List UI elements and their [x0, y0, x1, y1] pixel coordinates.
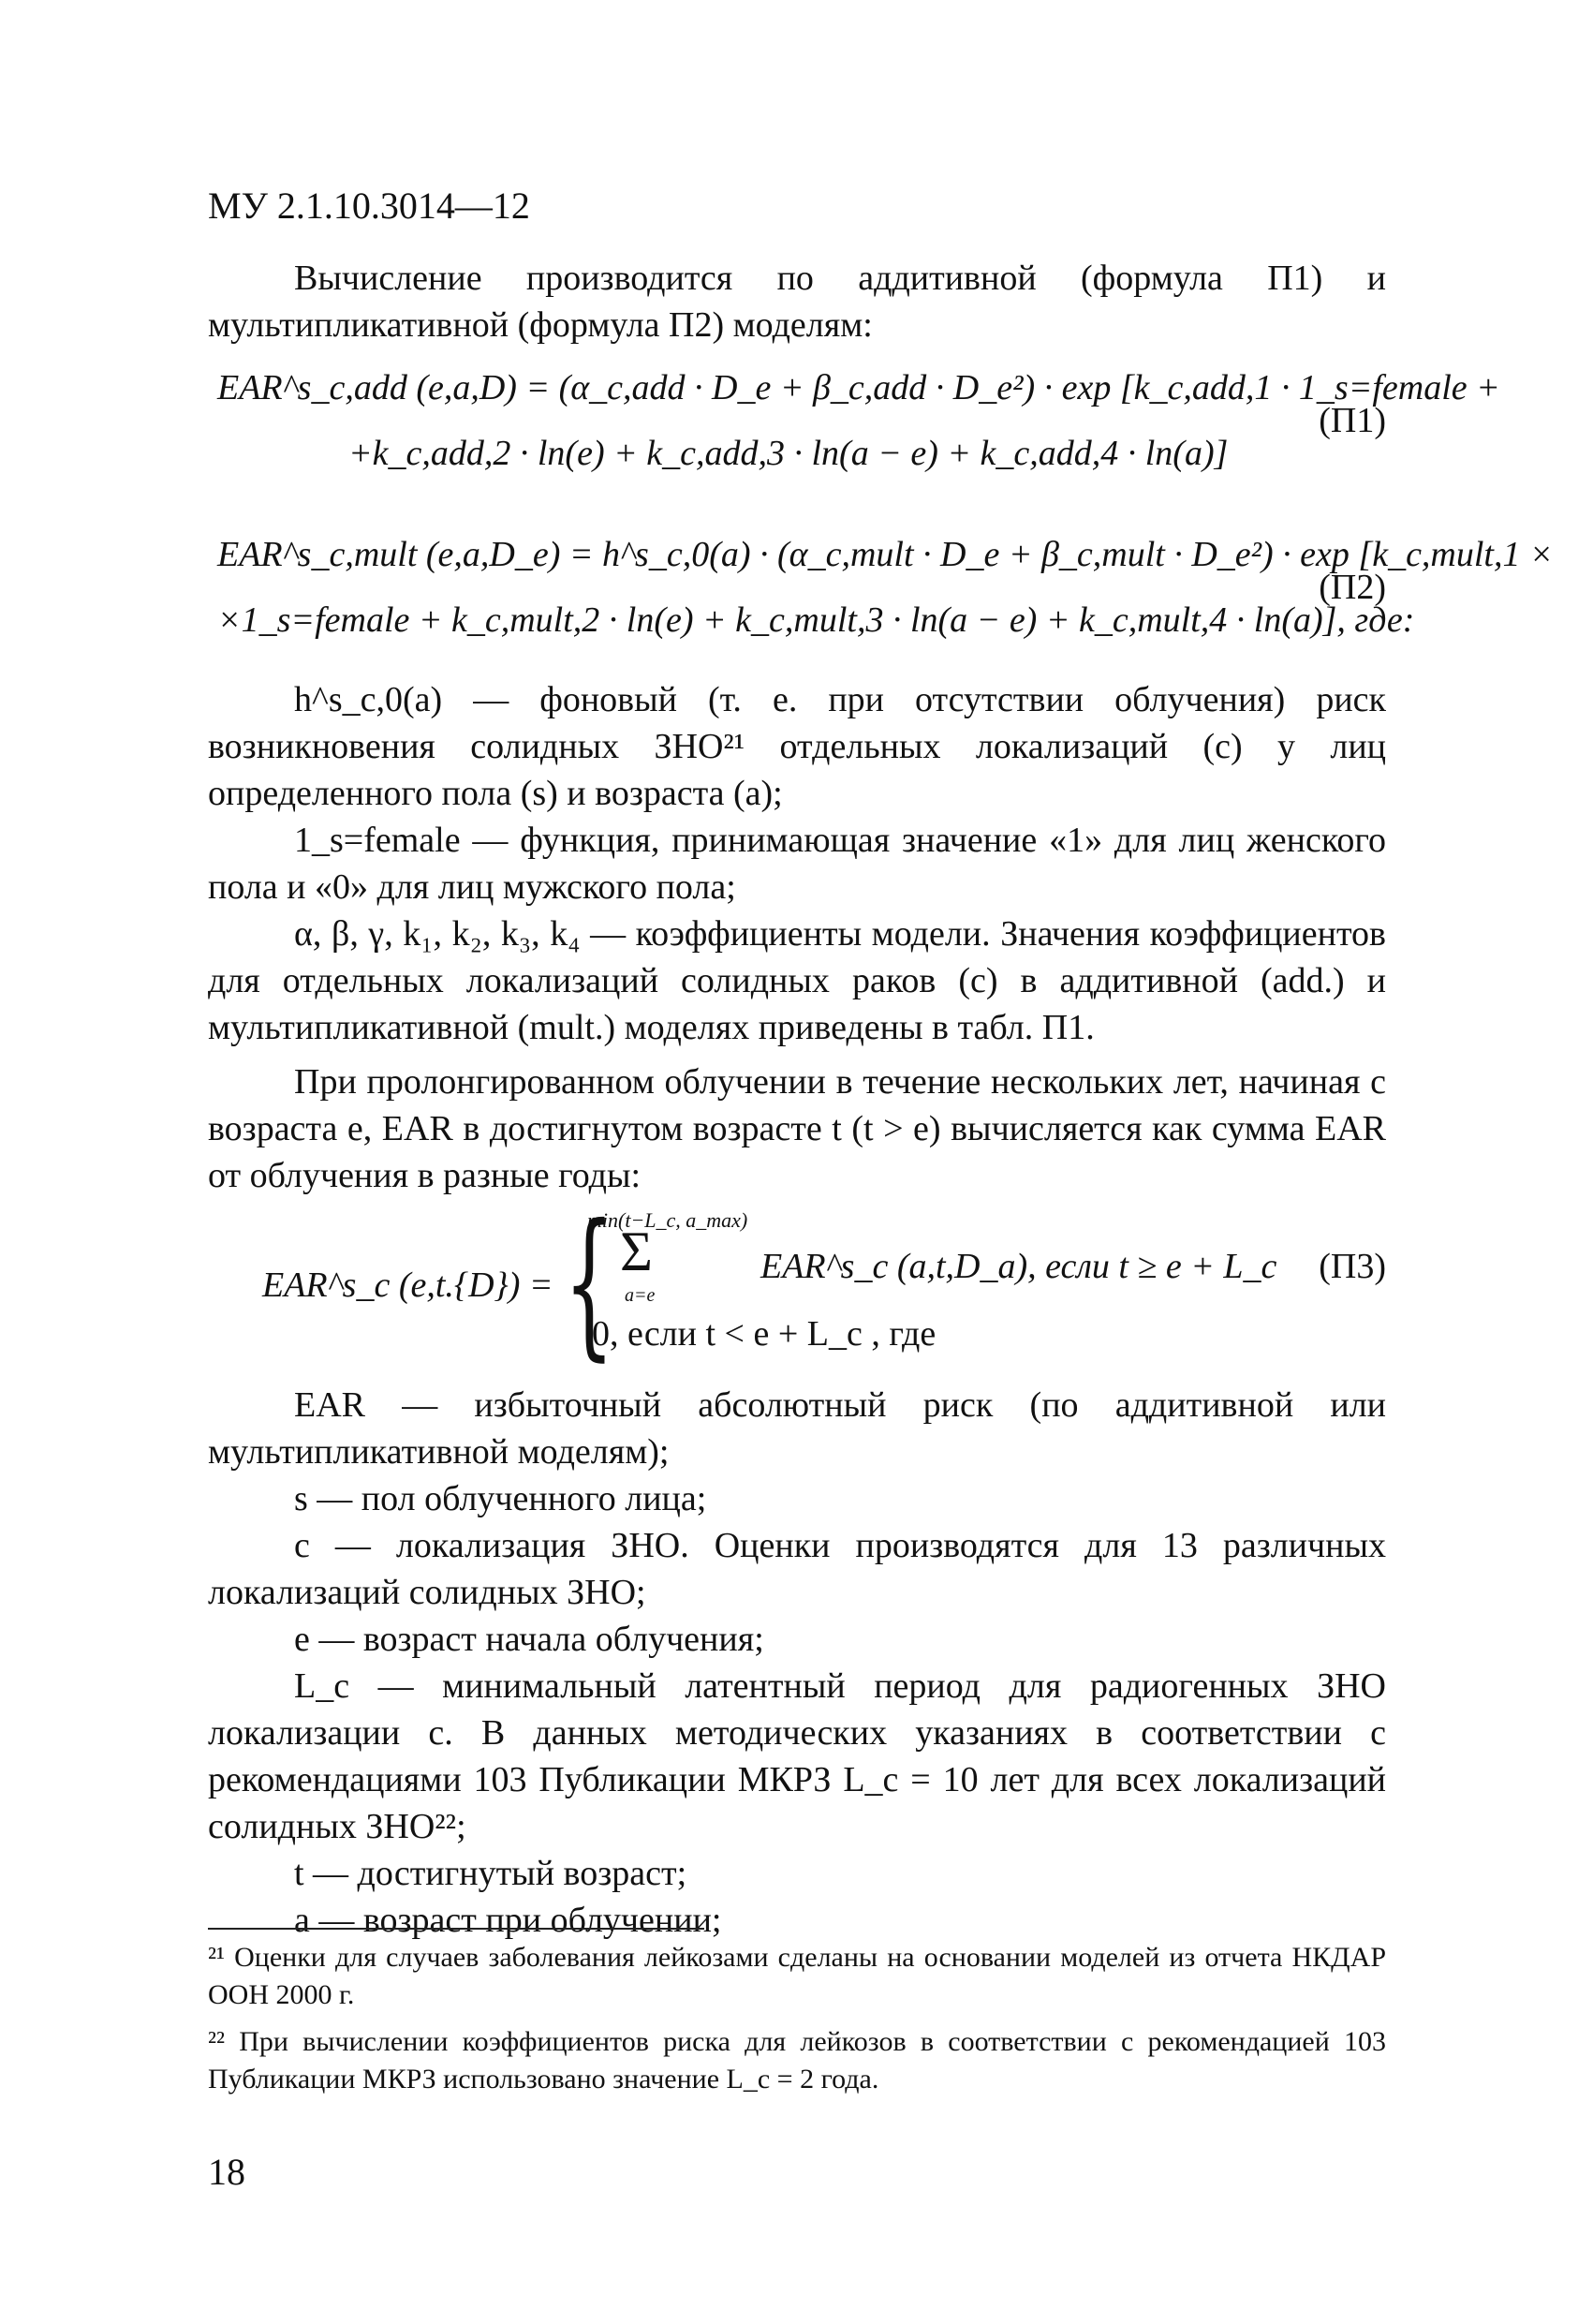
- intro-paragraph: Вычисление производится по аддитивной (формула П1) и мультипликативной (формула П2) моделям:: [208, 259, 1386, 345]
- definition-localization: c — локализация ЗНО. Оценки производятся для 13 различных локализаций солидных ЗНО;: [208, 1526, 1386, 1612]
- definition-ear: EAR — избыточный абсолютный риск (по аддитивной или мультипликативной моделям);: [208, 1385, 1386, 1472]
- definition-age-at-exposure: a — возраст при облучении;: [294, 1901, 722, 1940]
- definition-female-indicator: 1_s=female — функция, принимающая значение «1» для лиц женского пола и «0» для лиц мужского пола;: [208, 821, 1386, 907]
- footnote-21: ²¹ Оценки для случаев заболевания лейкозами сделаны на основании моделей из отчета НКДАР ООН 2000 г.: [208, 1942, 1386, 2010]
- formula-p3-label: (П3): [1319, 1247, 1386, 1286]
- formula-p3-lhs: EAR^s_c (e,t.{D}) =: [262, 1266, 553, 1305]
- footnote-separator: [208, 1928, 704, 1930]
- formula-p1-label: (П1): [1319, 401, 1386, 440]
- formula-p3-brace: {: [564, 1191, 615, 1376]
- formula-p3: [208, 1191, 1386, 1376]
- definition-exposure-start-age: e — возраст начала облучения;: [294, 1620, 764, 1659]
- formula-p2-label: (П2): [1319, 568, 1386, 607]
- formula-p3-sum-symbol: Σ: [620, 1221, 653, 1282]
- definition-attained-age: t — достигнутый возраст;: [294, 1854, 687, 1893]
- definition-sex: s — пол облученного лица;: [294, 1479, 707, 1518]
- formula-p3-sum-upper: min(t−L_c, a_max): [587, 1208, 748, 1232]
- definitions-block-1: [208, 676, 1386, 1051]
- document-header: МУ 2.1.10.3014—12: [208, 185, 530, 227]
- page-number: 18: [208, 2151, 245, 2193]
- formula-p3-case2: 0, если t < e + L_c , где: [592, 1314, 937, 1354]
- definitions-block-2: [208, 1382, 1386, 1944]
- formula-p1-line1: EAR^s_c,add (e,a,D) = (α_c,add · D_e + β_c,add · D_e²) · exp [k_c,add,1 · 1_s=female +: [217, 368, 1500, 407]
- formula-p1-line2: +k_c,add,2 · ln(e) + k_c,add,3 · ln(a − e) + k_c,add,4 · ln(a)]: [348, 434, 1229, 473]
- formula-p1: [208, 367, 1500, 489]
- definition-background-risk: h^s_c,0(a) — фоновый (т. е. при отсутствии облучения) риск возникновения солидных ЗНО²¹ отдельных локализаций (с) у лиц определенного пола (s) и возраста (а);: [208, 680, 1386, 813]
- formula-p2-line1: EAR^s_c,mult (e,a,D_e) = h^s_c,0(a) · (α_c,mult · D_e + β_c,mult · D_e²) · exp [k_c,mult,1 ×: [217, 535, 1554, 574]
- formula-p3-sum-lower: a=e: [625, 1285, 656, 1306]
- prolonged-exposure-paragraph: При пролонгированном облучении в течение нескольких лет, начиная с возраста е, EAR в достигнутом возрасте t (t > e) вычисляется как сумма EAR от облучения в разные годы:: [208, 1062, 1386, 1195]
- footnote-22: ²² При вычислении коэффициентов риска для лейкозов в соответствии с рекомендацией 103 Публикации МКРЗ использовано значение L_c = 2 года.: [208, 2026, 1386, 2095]
- formula-p2-line2: ×1_s=female + k_c,mult,2 · ln(e) + k_c,mult,3 · ln(a − e) + k_c,mult,4 · ln(a)], где:: [217, 600, 1415, 640]
- definition-latent-period: L_c — минимальный латентный период для радиогенных ЗНО локализации с. В данных методических указаниях в соответствии с рекомендациями 103 Публикации МКРЗ L_c = 10 лет для всех локализаций солидных ЗНО²²;: [208, 1666, 1386, 1846]
- formula-p3-case1: EAR^s_c (a,t,D_a), если t ≥ e + L_c: [760, 1247, 1277, 1286]
- formula-p2: [208, 534, 1554, 656]
- definition-coefficients: α, β, γ, k₁, k₂, k₃, k₄ — коэффициенты модели. Значения коэффициентов для отдельных локализаций солидных раков (с) в аддитивной (add.) и мультипликативной (mult.) моделях приведены в табл. П1.: [208, 914, 1386, 1047]
